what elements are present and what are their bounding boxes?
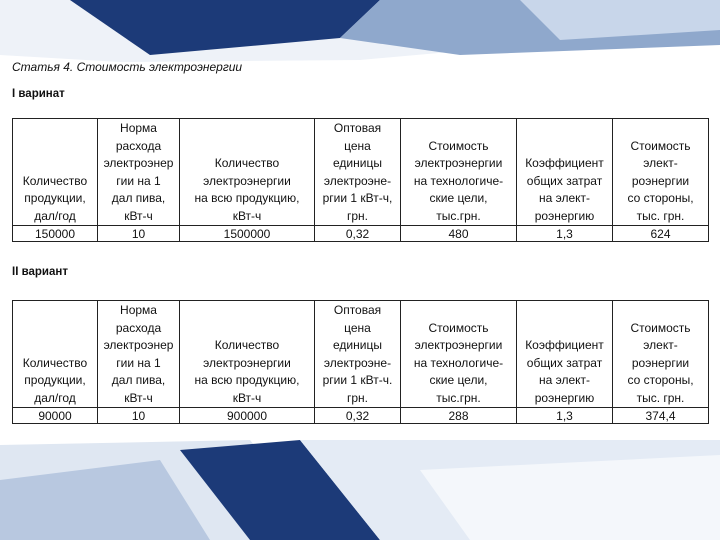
cell-total-energy: 1500000 bbox=[180, 226, 315, 242]
header-consumption-norm: Норма расхода электроэнер гии на 1 дал пива, кВт-ч bbox=[98, 119, 180, 226]
cell-consumption-norm: 10 bbox=[98, 226, 180, 242]
table-header-row bbox=[13, 119, 709, 226]
section-heading-variant-1: I варинат bbox=[12, 88, 65, 100]
cell-external-energy-cost: 624 bbox=[613, 226, 709, 242]
cell-production-volume: 90000 bbox=[13, 408, 98, 424]
header-external-energy-cost: Стоимость элект- роэнергии со стороны, тыс. грн. bbox=[613, 301, 709, 408]
cell-overhead-coefficient: 1,3 bbox=[517, 226, 613, 242]
cell-overhead-coefficient: 1,3 bbox=[517, 408, 613, 424]
energy-table-variant-1 bbox=[12, 118, 709, 242]
header-production-volume: Количество продукции, дал/год bbox=[13, 119, 98, 226]
energy-table-variant-2 bbox=[12, 300, 709, 424]
page-title: Статья 4. Стоимость электроэнергии bbox=[12, 60, 243, 74]
cell-consumption-norm: 10 bbox=[98, 408, 180, 424]
table-row bbox=[13, 408, 709, 424]
header-total-energy: Количество электроэнергии на всю продукцию, кВт-ч bbox=[180, 301, 315, 408]
table-row bbox=[13, 226, 709, 242]
cell-wholesale-price: 0,32 bbox=[315, 226, 401, 242]
header-total-energy: Количество электроэнергии на всю продукцию, кВт-ч bbox=[180, 119, 315, 226]
header-wholesale-price: Оптовая цена единицы электроэне- ргии 1 кВт-ч, грн. bbox=[315, 119, 401, 226]
cell-process-energy-cost: 480 bbox=[401, 226, 517, 242]
header-overhead-coefficient: Коэффициент общих затрат на элект- роэнергию bbox=[517, 301, 613, 408]
header-overhead-coefficient: Коэффициент общих затрат на элект- роэнергию bbox=[517, 119, 613, 226]
footer-decoration bbox=[0, 440, 720, 540]
cell-external-energy-cost: 374,4 bbox=[613, 408, 709, 424]
cell-process-energy-cost: 288 bbox=[401, 408, 517, 424]
header-process-energy-cost: Стоимость электроэнергии на технологиче- ские цели, тыс.грн. bbox=[401, 301, 517, 408]
section-heading-variant-2: II вариант bbox=[12, 266, 68, 278]
header-production-volume: Количество продукции, дал/год bbox=[13, 301, 98, 408]
header-process-energy-cost: Стоимость электроэнергии на технологиче- ские цели, тыс.грн. bbox=[401, 119, 517, 226]
cell-wholesale-price: 0,32 bbox=[315, 408, 401, 424]
cell-production-volume: 150000 bbox=[13, 226, 98, 242]
cell-total-energy: 900000 bbox=[180, 408, 315, 424]
header-wholesale-price: Оптовая цена единицы электроэне- ргии 1 кВт-ч. грн. bbox=[315, 301, 401, 408]
table-header-row bbox=[13, 301, 709, 408]
header-consumption-norm: Норма расхода электроэнер гии на 1 дал пива, кВт-ч bbox=[98, 301, 180, 408]
header-external-energy-cost: Стоимость элект- роэнергии со стороны, тыс. грн. bbox=[613, 119, 709, 226]
